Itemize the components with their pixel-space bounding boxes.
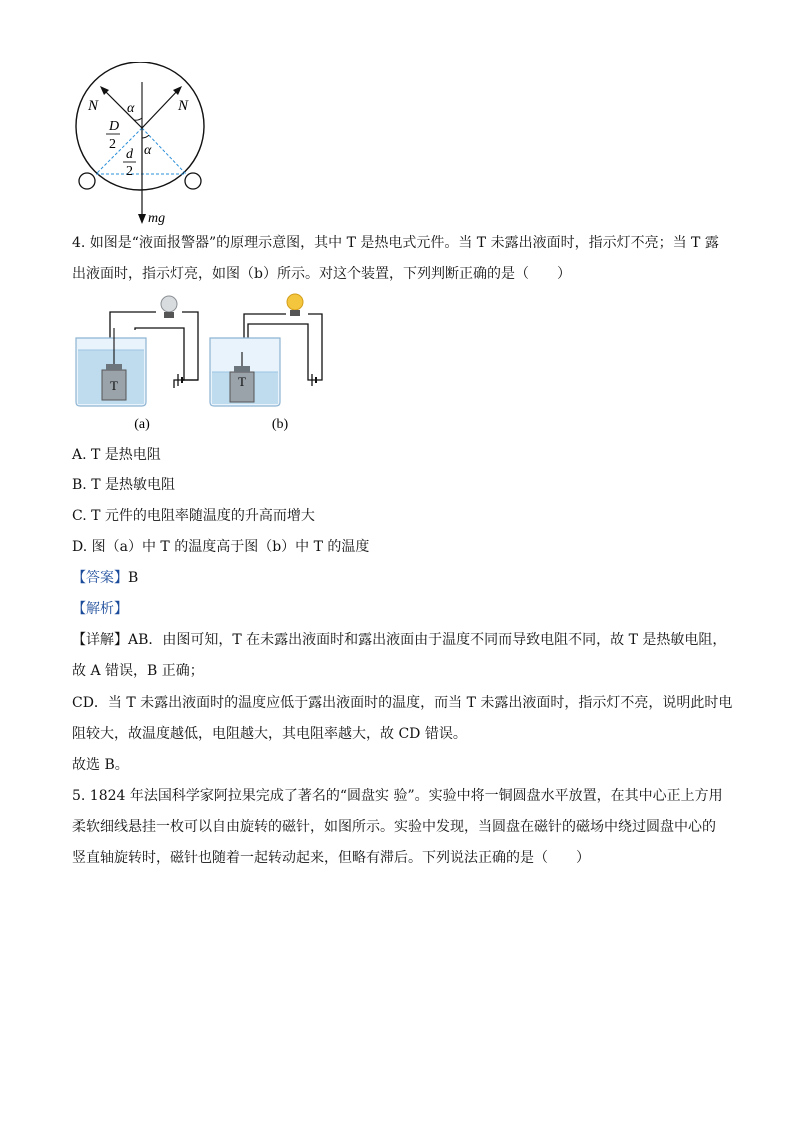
q4-detail-line4: 阻较大，故温度越低，电阻越大，其电阻率越大，故 CD 错误。	[72, 726, 467, 742]
q4-stem-line1: 4. 如图是“液面报警器”的原理示意图，其中 T 是热电式元件。当 T 未露出液面时，指示灯不亮；当 T 露	[72, 235, 719, 251]
n-right-label: N	[178, 98, 189, 114]
alpha-bottom-label: α	[144, 143, 152, 158]
q5-line1: 5. 1824 年法国科学家阿拉果完成了著名的“圆盘实 验”。实验中将一铜圆盘水平放置，在其中心正上方用	[72, 788, 723, 804]
q4-detail-line5: 故选 B。	[72, 757, 129, 773]
q4-option-d: D. 图（a）中 T 的温度高于图（b）中 T 的温度	[72, 539, 370, 555]
caption-b: (b)	[271, 417, 289, 432]
force-diagram	[68, 62, 218, 228]
d-big-denominator: 2	[109, 137, 116, 152]
bulb-on-icon	[287, 294, 303, 310]
left-roller	[79, 173, 95, 189]
d-big-numerator: D	[109, 119, 120, 134]
detail-tag: 【详解】	[72, 632, 128, 648]
q4-stem-line2: 出液面时，指示灯亮，如图（b）所示。对这个装置，下列判断正确的是（ ）	[72, 266, 571, 282]
bulb-off-icon	[161, 296, 177, 312]
t-block-b-label: T	[238, 374, 246, 389]
n-left-label: N	[88, 98, 99, 114]
answer-value: B	[128, 570, 139, 586]
q4-option-a: A. T 是热电阻	[72, 447, 161, 463]
mg-label: mg	[148, 211, 166, 226]
answer-tag: 【答案】	[72, 570, 128, 586]
q4-detail-line1	[72, 631, 726, 649]
t-block-a-label: T	[110, 378, 118, 393]
q5-line3: 竖直轴旋转时，磁针也随着一起转动起来，但略有滞后。下列说法正确的是（ ）	[72, 850, 590, 866]
d-small-numerator: d	[126, 147, 133, 162]
figure-a	[76, 296, 198, 432]
q4-detail-line3: CD．当 T 未露出液面时的温度应低于露出液面时的温度，而当 T 未露出液面时，指示灯不亮，说明此时电	[72, 695, 733, 711]
q4-answer	[72, 569, 138, 587]
q4-detail-line2: 故 A 错误，B 正确；	[72, 663, 204, 679]
q5-line2: 柔软细线悬挂一枚可以自由旋转的磁针，如图所示。实验中发现，当圆盘在磁针的磁场中绕过圆盘中心的	[72, 819, 716, 835]
q4-option-c: C. T 元件的电阻率随温度的升高而增大	[72, 508, 315, 524]
alpha-top-label: α	[127, 101, 135, 116]
liquid-alarm-figure	[70, 292, 340, 434]
figure-b	[210, 294, 322, 432]
d-small-denominator: 2	[126, 164, 133, 179]
caption-a: (a)	[134, 417, 150, 432]
q4-option-b: B. T 是热敏电阻	[72, 477, 175, 493]
right-roller	[185, 173, 201, 189]
q4-analysis-tag: 【解析】	[72, 601, 128, 617]
detail-text-1: AB．由图可知，T 在未露出液面时和露出液面由于温度不同而导致电阻不同，故 T 是热敏电阻，	[128, 632, 727, 648]
